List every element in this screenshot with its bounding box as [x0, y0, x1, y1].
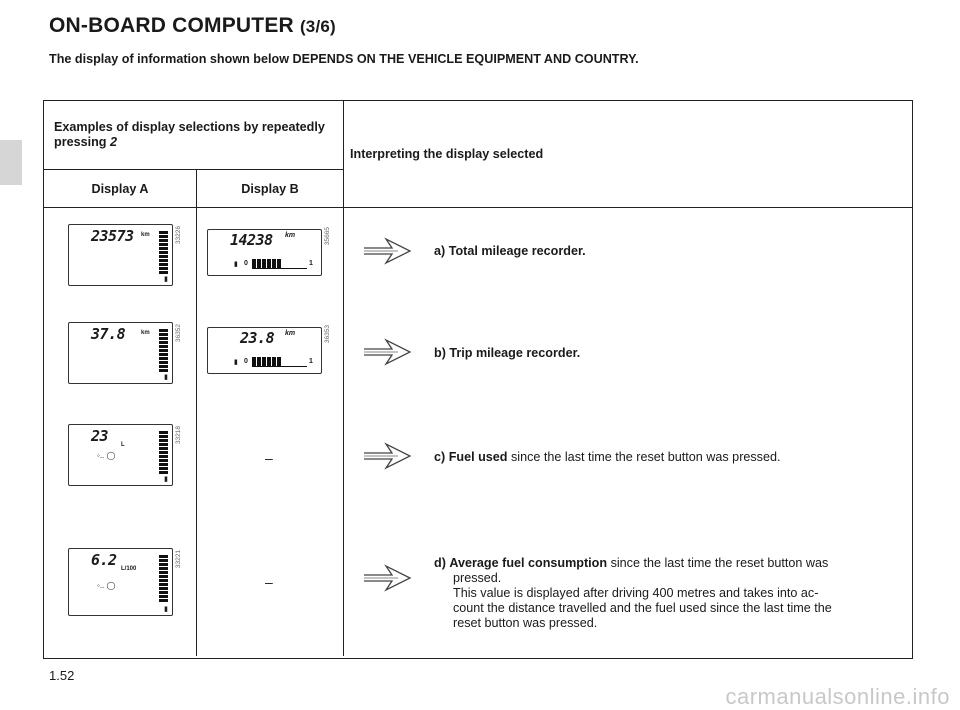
gauge-segment — [159, 333, 168, 336]
item-title: Average fuel consumption — [449, 556, 608, 570]
interpretation-text — [434, 450, 781, 465]
page-number: 1.52 — [49, 668, 75, 683]
scale-left-label: 0 — [244, 260, 248, 267]
item-label: d) — [434, 556, 446, 570]
level-segment — [252, 357, 256, 366]
gauge-segment — [159, 353, 168, 356]
col-divider-b — [343, 206, 344, 656]
title-part: (3/6) — [299, 17, 336, 36]
gauge-segment — [159, 467, 168, 470]
gauge-segment — [159, 587, 168, 590]
gauge-segment — [159, 579, 168, 582]
section-side-tab — [0, 140, 22, 185]
gauge-segment — [159, 271, 168, 274]
fuel-pump-icon: ▮ — [234, 261, 238, 268]
gauge-segment — [159, 349, 168, 352]
item-detail-continued: reset button was pressed. — [453, 616, 598, 630]
gauge-segment — [159, 471, 168, 474]
figure-code: 35665 — [324, 227, 331, 246]
gauge-segment — [159, 365, 168, 368]
figure-code: 33218 — [175, 426, 182, 445]
display-a-screen — [68, 224, 173, 286]
item-title: Fuel used — [448, 450, 508, 464]
interpretation-line — [434, 346, 580, 361]
figure-code: 36353 — [324, 325, 331, 344]
gauge-segment — [159, 337, 168, 340]
figure-code: 33226 — [175, 226, 182, 245]
item-detail: since the last time the reset button was pressed. — [507, 450, 781, 464]
gauge-segment — [159, 345, 168, 348]
gauge-segment — [159, 361, 168, 364]
gauge-segment — [159, 591, 168, 594]
display-a-reading: 23 — [91, 427, 109, 445]
item-label: c) — [434, 450, 446, 464]
fuel-gauge-bars — [159, 329, 168, 372]
page-subtitle: The display of information shown below DEPENDS ON THE VEHICLE EQUIPMENT AND COUNTRY. — [49, 52, 639, 66]
gauge-segment — [159, 251, 168, 254]
display-a-screen — [68, 548, 173, 616]
gauge-segment — [159, 599, 168, 602]
gauge-segment — [159, 431, 168, 434]
header-examples-key: 2 — [110, 135, 118, 149]
header-display-a: Display A — [44, 170, 197, 208]
header-display-b: Display B — [197, 170, 344, 208]
item-detail-continued: pressed. — [453, 571, 502, 585]
item-detail-continued: This value is displayed after driving 400 metres and takes into ac- — [453, 586, 819, 600]
display-a-unit: km — [141, 232, 150, 238]
gauge-segment — [159, 563, 168, 566]
fuel-pump-icon: ▮ — [164, 276, 168, 283]
gauge-segment — [159, 447, 168, 450]
level-segment — [267, 259, 271, 268]
arrow-right-icon — [362, 564, 414, 592]
display-b-none: – — [265, 574, 273, 590]
gauge-segment — [159, 231, 168, 234]
display-b-unit: km — [285, 330, 296, 337]
gauge-segment — [159, 451, 168, 454]
gauge-segment — [159, 357, 168, 360]
fuel-level-bar — [252, 357, 307, 367]
col-divider-a — [196, 206, 197, 656]
gauge-segment — [159, 571, 168, 574]
fuel-gauge-bars — [159, 231, 168, 274]
gauge-segment — [159, 555, 168, 558]
gauge-segment — [159, 567, 168, 570]
level-segment — [272, 357, 276, 366]
item-title: Total mileage recorder. — [448, 244, 586, 258]
fuel-pump-icon: ▮ — [234, 359, 238, 366]
gauge-segment — [159, 235, 168, 238]
figure-code: 36352 — [175, 324, 182, 343]
display-b-screen — [207, 229, 322, 276]
interpretation-text — [434, 244, 586, 259]
display-b-screen — [207, 327, 322, 374]
title-text: ON-BOARD COMPUTER — [49, 14, 294, 37]
gauge-segment — [159, 595, 168, 598]
level-segment — [257, 259, 261, 268]
gauge-segment — [159, 575, 168, 578]
item-detail: since the last time the reset button was — [607, 556, 829, 570]
page-title — [49, 14, 336, 38]
gauge-segment — [159, 439, 168, 442]
interpretation-line — [434, 556, 888, 571]
gauge-segment — [159, 459, 168, 462]
gauge-segment — [159, 267, 168, 270]
fuel-pump-icon: ▮ — [164, 606, 168, 613]
display-a-reading: 23573 — [91, 227, 134, 245]
gauge-segment — [159, 559, 168, 562]
item-title: Trip mileage recorder. — [449, 346, 581, 360]
arrow-right-icon — [362, 338, 414, 366]
header-examples-text: Examples of display selections by repeatedly pressing — [54, 120, 325, 149]
level-segment — [267, 357, 271, 366]
interpretation-text — [434, 346, 580, 361]
display-b-unit: km — [285, 232, 296, 239]
gauge-segment — [159, 243, 168, 246]
level-segment — [272, 259, 276, 268]
header-examples — [44, 101, 344, 170]
interpretation-line — [434, 244, 586, 259]
display-a-unit: L/100 — [121, 566, 137, 572]
level-segment — [262, 357, 266, 366]
interpretation-text — [434, 556, 888, 631]
gauge-segment — [159, 255, 168, 258]
display-a-screen — [68, 322, 173, 384]
gauge-segment — [159, 239, 168, 242]
interpretation-line — [434, 450, 781, 465]
item-detail-continued: count the distance travelled and the fuel used since the last time the — [453, 601, 832, 615]
arrow-right-icon — [362, 442, 414, 470]
gauge-segment — [159, 341, 168, 344]
arrow-right-icon — [362, 237, 414, 265]
fuel-pump-icon: ▮ — [164, 374, 168, 381]
watermark: carmanualsonline.info — [725, 684, 950, 709]
gauge-segment — [159, 259, 168, 262]
level-segment — [262, 259, 266, 268]
gauge-segment — [159, 583, 168, 586]
gauge-segment — [159, 263, 168, 266]
level-segment — [277, 259, 281, 268]
scale-left-label: 0 — [244, 358, 248, 365]
fuel-gauge-bars — [159, 431, 168, 474]
display-a-screen — [68, 424, 173, 486]
display-b-none: – — [265, 450, 273, 466]
gauge-segment — [159, 463, 168, 466]
fuel-gauge-bars — [159, 555, 168, 602]
car-icon: ◦.. ◯ — [97, 451, 116, 460]
gauge-segment — [159, 369, 168, 372]
display-a-reading: 6.2 — [91, 551, 117, 569]
item-label: b) — [434, 346, 446, 360]
scale-right-label: 1 — [309, 260, 313, 267]
item-label: a) — [434, 244, 446, 258]
display-b-reading: 23.8 — [240, 329, 275, 347]
level-segment — [257, 357, 261, 366]
scale-right-label: 1 — [309, 358, 313, 365]
display-a-unit: km — [141, 330, 150, 336]
display-a-reading: 37.8 — [91, 325, 126, 343]
gauge-segment — [159, 435, 168, 438]
gauge-segment — [159, 329, 168, 332]
fuel-pump-icon: ▮ — [164, 476, 168, 483]
display-b-reading: 14238 — [230, 231, 273, 249]
level-segment — [277, 357, 281, 366]
car-icon: ◦.. ◯ — [97, 581, 116, 590]
header-interpretation: Interpreting the display selected — [344, 101, 913, 208]
level-segment — [252, 259, 256, 268]
gauge-segment — [159, 443, 168, 446]
gauge-segment — [159, 455, 168, 458]
figure-code: 33221 — [175, 550, 182, 569]
fuel-level-bar — [252, 259, 307, 269]
display-a-unit: L — [121, 442, 125, 448]
gauge-segment — [159, 247, 168, 250]
